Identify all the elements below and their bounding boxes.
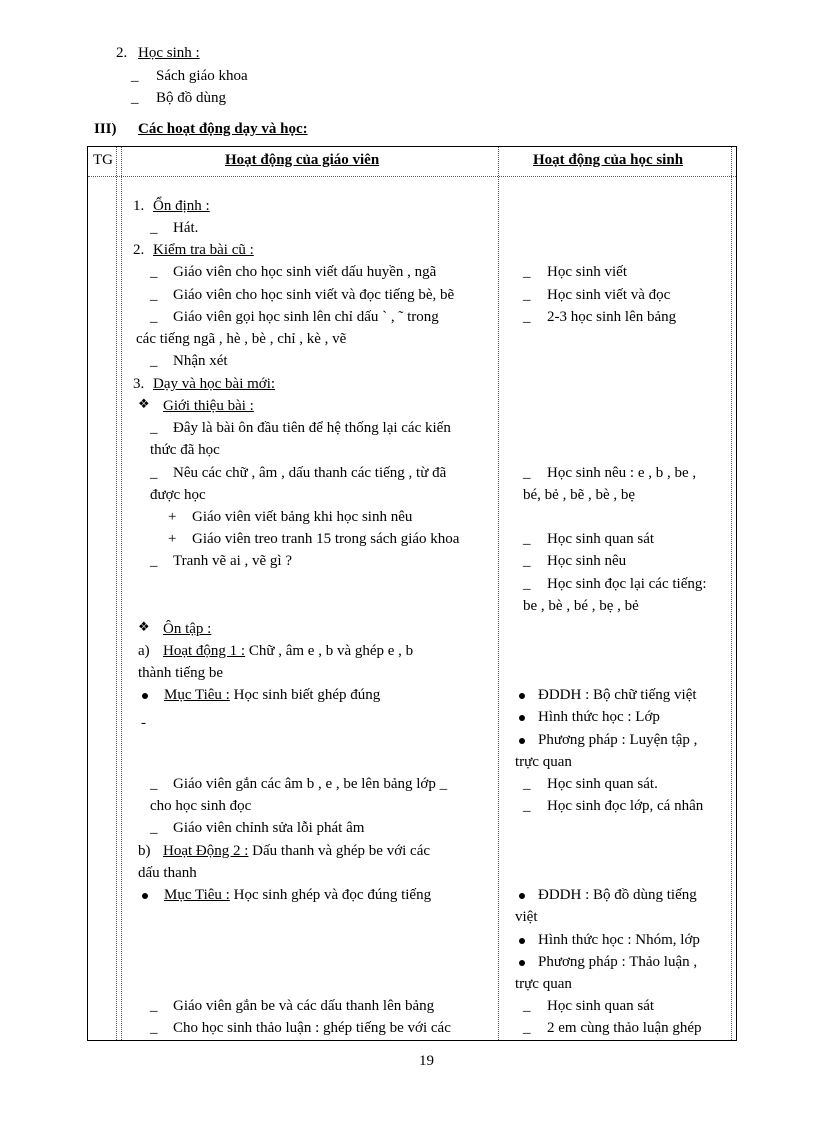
- dash: _: [131, 90, 139, 106]
- item2-title: Học sinh :: [138, 45, 200, 61]
- bullet-icon: [519, 938, 525, 944]
- objective-label: Mục Tiêu :: [164, 887, 230, 903]
- bullet-icon: [519, 715, 525, 721]
- bullet-icon: [519, 893, 525, 899]
- activity-title: Hoạt động 1 :: [163, 643, 246, 659]
- column-header-teacher: Hoạt động của giáo viên: [225, 152, 380, 168]
- section-number: III): [94, 121, 117, 137]
- page-number: 19: [419, 1053, 434, 1069]
- list-item: Sách giáo khoa: [156, 68, 248, 84]
- dash: _: [131, 68, 139, 84]
- sub-title: Ôn tập :: [163, 621, 212, 637]
- objective-label: Mục Tiêu :: [164, 687, 230, 703]
- list-item: Bộ đồ dùng: [156, 90, 227, 106]
- section-title: Các hoạt động dạy và học:: [138, 121, 308, 137]
- bullet-icon: [519, 693, 525, 699]
- step-title: Dạy và học bài mới:: [153, 376, 276, 392]
- step-title: Kiểm tra bài cũ :: [153, 242, 254, 258]
- item2-number: 2.: [116, 45, 128, 61]
- bullet-icon: [142, 693, 148, 699]
- bullet-icon: [519, 960, 525, 966]
- column-header-student: Hoạt động của học sinh: [533, 152, 684, 168]
- bullet-icon: [142, 893, 148, 899]
- diamond-bullet-icon: ❖: [138, 397, 150, 412]
- activity-title: Hoạt Động 2 :: [163, 843, 249, 859]
- column-header-tg: TG: [93, 152, 113, 168]
- diamond-bullet-icon: ❖: [138, 620, 150, 635]
- sub-title: Giới thiệu bài :: [163, 398, 254, 414]
- bullet-icon: [519, 738, 525, 744]
- step-title: Ổn định :: [153, 198, 210, 214]
